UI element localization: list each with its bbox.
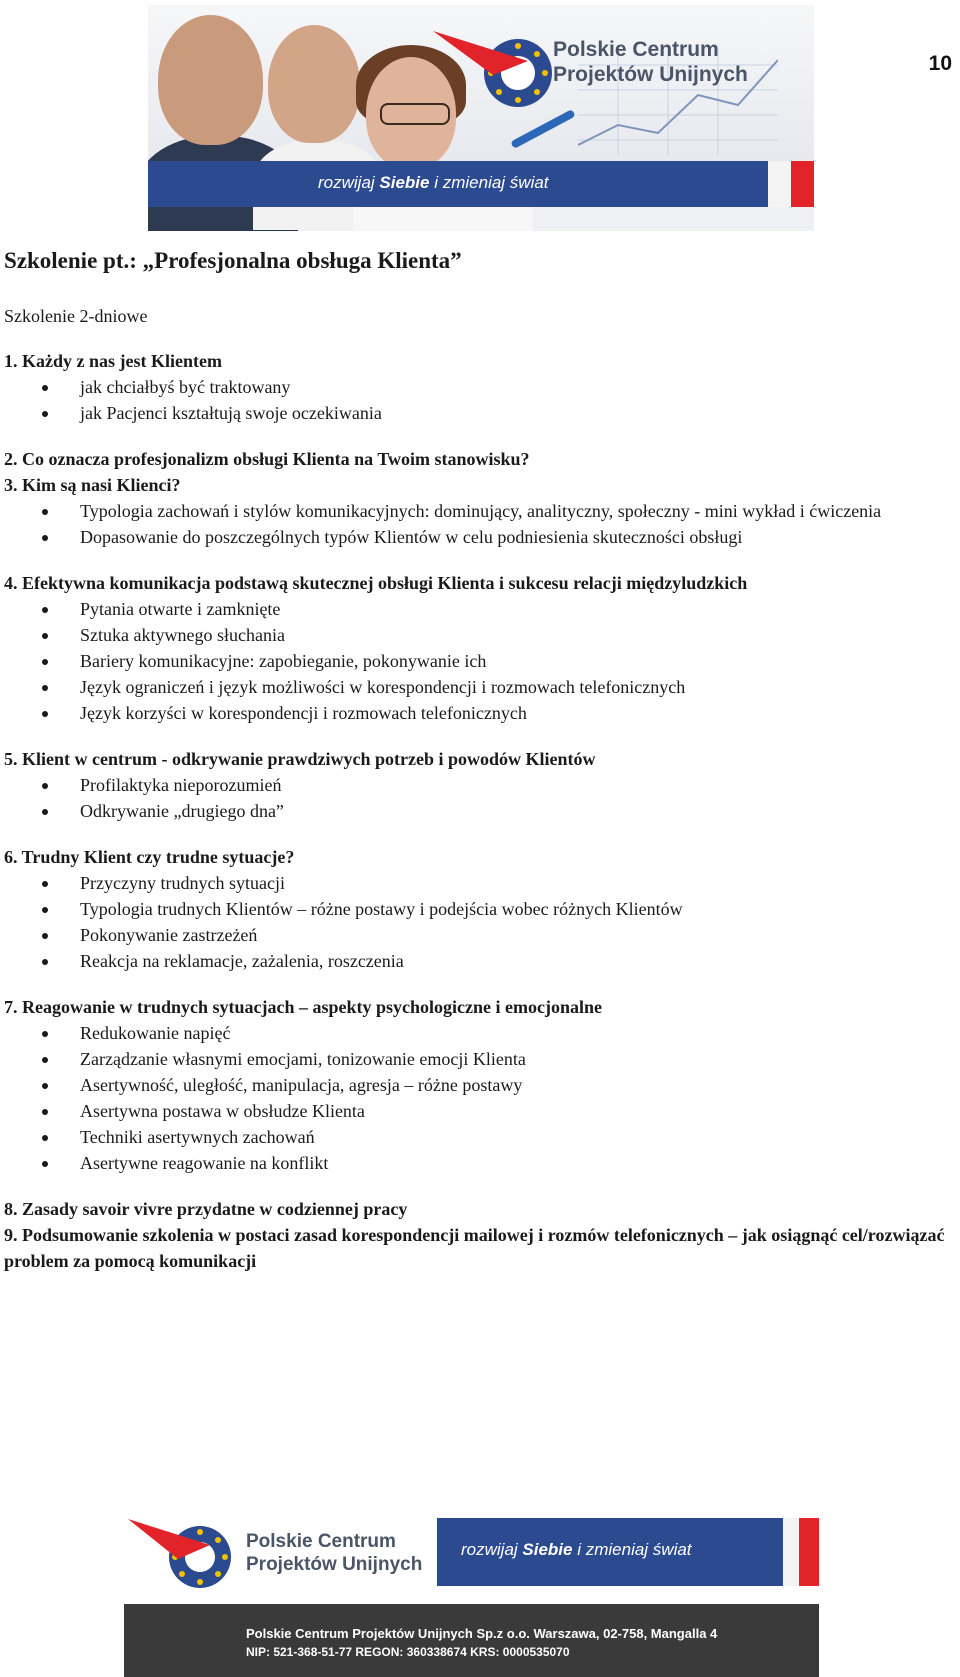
section-3 [4, 472, 949, 550]
list-item: Techniki asertywnych zachowań [4, 1124, 949, 1150]
list-item: Sztuka aktywnego słuchania [4, 622, 949, 648]
list-item: Język ograniczeń i język możliwości w korespondencji i rozmowach telefonicznych [4, 674, 949, 700]
list-item: Język korzyści w korespondencji i rozmowach telefonicznych [4, 700, 949, 726]
list-item: Typologia zachowań i stylów komunikacyjnych: dominujący, analityczny, społeczny - mini wykład i ćwiczenia [4, 498, 949, 524]
list-item: Dopasowanie do poszczególnych typów Klientów w celu podniesienia skuteczności obsługi [4, 524, 949, 550]
list-item: jak chciałbyś być traktowany [4, 374, 949, 400]
section-heading: 3. Kim są nasi Klienci? [4, 475, 181, 495]
flag-white-stripe [768, 161, 791, 207]
footer-logo-text: Polskie Centrum Projektów Unijnych [246, 1531, 423, 1575]
footer-registry-line: NIP: 521-368-51-77 REGON: 360338674 KRS: 0000535070 [246, 1645, 570, 1659]
section-heading: 6. Trudny Klient czy trudne sytuacje? [4, 847, 295, 867]
list-item: Asertywność, uległość, manipulacja, agresja – różne postawy [4, 1072, 949, 1098]
section-heading: 7. Reagowanie w trudnych sytuacjach – aspekty psychologiczne i emocjonalne [4, 997, 602, 1017]
header-banner [148, 5, 814, 231]
section-heading: 2. Co oznacza profesjonalizm obsługi Klienta na Twoim stanowisku? [4, 449, 530, 469]
list-item: jak Pacjenci kształtują swoje oczekiwania [4, 400, 949, 426]
list-item: Typologia trudnych Klientów – różne postawy i podejścia wobec różnych Klientów [4, 896, 949, 922]
header-slogan: rozwijaj Siebie i zmieniaj świat [318, 173, 549, 192]
document-title: Szkolenie pt.: „Profesjonalna obsługa Klienta” [4, 248, 462, 273]
section-heading: 4. Efektywna komunikacja podstawą skutecznej obsługi Klienta i sukcesu relacji międzyludzkich [4, 573, 748, 593]
section-heading: 1. Każdy z nas jest Klientem [4, 351, 222, 371]
list-item: Odkrywanie „drugiego dna” [4, 798, 949, 824]
section-7 [4, 994, 949, 1176]
section-4 [4, 570, 949, 726]
list-item: Reakcja na reklamacje, zażalenia, roszczenia [4, 948, 949, 974]
flag-red-stripe [791, 161, 814, 207]
section-2 [4, 446, 949, 472]
list-item: Pokonywanie zastrzeżeń [4, 922, 949, 948]
page-number: 10 [928, 52, 952, 75]
list-item: Profilaktyka nieporozumień [4, 772, 949, 798]
section-8 [4, 1196, 949, 1222]
footer-flag-red-stripe [799, 1518, 819, 1586]
section-heading: 9. Podsumowanie szkolenia w postaci zasad korespondencji mailowej i rozmów telefonicznych – jak osiągnąć cel/rozwiązać problem za pomocą komunikacji [4, 1225, 945, 1271]
list-item: Pytania otwarte i zamknięte [4, 596, 949, 622]
footer-slogan: rozwijaj Siebie i zmieniaj świat [461, 1540, 692, 1559]
list-item: Bariery komunikacyjne: zapobieganie, pokonywanie ich [4, 648, 949, 674]
footer-flag-white-stripe [783, 1518, 799, 1586]
section-6 [4, 844, 949, 974]
section-5 [4, 746, 949, 824]
section-1 [4, 348, 949, 426]
footer-address [246, 1625, 717, 1661]
list-item: Zarządzanie własnymi emocjami, tonizowanie emocji Klienta [4, 1046, 949, 1072]
section-heading: 5. Klient w centrum - odkrywanie prawdziwych potrzeb i powodów Klientów [4, 749, 596, 769]
section-9 [4, 1222, 949, 1274]
footer-address-line: Polskie Centrum Projektów Unijnych Sp.z o.o. Warszawa, 02-758, Mangalla 4 [246, 1626, 718, 1641]
section-heading: 8. Zasady savoir vivre przydatne w codziennej pracy [4, 1199, 408, 1219]
document-body [4, 248, 949, 1274]
list-item: Redukowanie napięć [4, 1020, 949, 1046]
list-item: Asertywne reagowanie na konflikt [4, 1150, 949, 1176]
list-item: Przyczyny trudnych sytuacji [4, 870, 949, 896]
document-subtitle: Szkolenie 2-dniowe [4, 306, 148, 326]
list-item: Asertywna postawa w obsłudze Klienta [4, 1098, 949, 1124]
header-logo-text: Polskie Centrum Projektów Unijnych [553, 38, 748, 86]
